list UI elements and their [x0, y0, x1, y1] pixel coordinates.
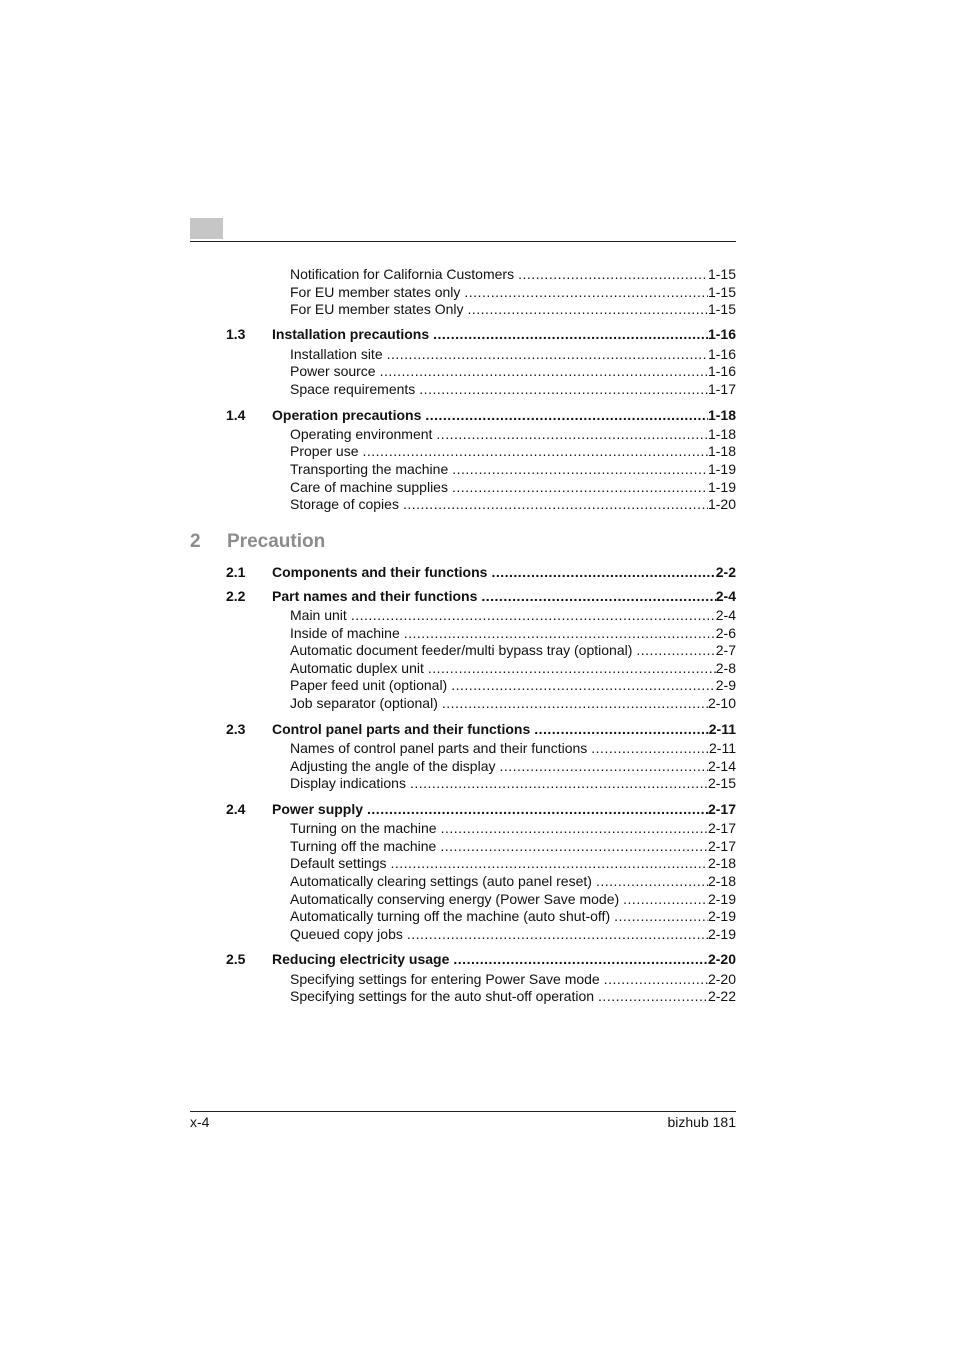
toc-entry-page: 1-19: [707, 479, 736, 495]
toc-entry-title: Default settings: [290, 855, 387, 871]
toc-entry-page: 2-20: [707, 951, 736, 967]
toc-subsection-entry[interactable]: [226, 284, 736, 302]
toc-subsection-entry[interactable]: [226, 838, 736, 856]
toc-subsection-entry[interactable]: [226, 908, 736, 926]
toc-subsection-entry[interactable]: [226, 988, 736, 1006]
toc-entry-page: 2-7: [715, 642, 736, 658]
toc-entry-number: 2.3: [226, 721, 246, 737]
toc-dot-leader: [460, 284, 708, 300]
toc-entry-page: 2-18: [707, 873, 736, 889]
toc-entry-page: 2-19: [707, 908, 736, 924]
toc-subsection-entry[interactable]: [226, 479, 736, 497]
toc-dot-leader: [594, 988, 708, 1004]
toc-dot-leader: [447, 677, 716, 693]
toc-entry-page: 2-19: [707, 926, 736, 942]
toc-entry-title: Transporting the machine: [290, 461, 449, 477]
toc-entry-title: For EU member states Only: [290, 301, 464, 317]
toc-entry-title: Automatically turning off the machine (auto shut-off): [290, 908, 611, 924]
toc-entry-title: Paper feed unit (optional): [290, 677, 448, 693]
toc-dot-leader: [464, 301, 708, 317]
toc-entry-title: For EU member states only: [290, 284, 461, 300]
toc-subsection-entry[interactable]: [226, 461, 736, 479]
header-rule: [190, 241, 736, 242]
toc-subsection-entry[interactable]: [226, 496, 736, 514]
toc-dot-leader: [587, 740, 709, 756]
toc-dot-leader: [399, 496, 708, 512]
toc-entry-page: 2-19: [707, 891, 736, 907]
chapter-title: Precaution: [227, 531, 326, 552]
toc-entry-page: 2-9: [715, 677, 736, 693]
toc-subsection-entry[interactable]: [226, 677, 736, 695]
toc-section-entry[interactable]: [226, 407, 736, 425]
toc-entry-title: Installation precautions: [272, 326, 430, 342]
product-name: bizhub 181: [667, 1114, 736, 1130]
toc-dot-leader: [477, 588, 715, 604]
toc-subsection-entry[interactable]: [226, 443, 736, 461]
toc-entry-page: 2-20: [707, 971, 736, 987]
toc-subsection-entry[interactable]: [226, 426, 736, 444]
toc-entry-number: 2.2: [226, 588, 246, 604]
toc-dot-leader: [363, 801, 708, 817]
toc-subsection-entry[interactable]: [226, 820, 736, 838]
toc-dot-leader: [610, 908, 708, 924]
footer-rule: [190, 1111, 736, 1112]
toc-entry-page: 1-16: [707, 326, 736, 342]
toc-section-entry[interactable]: [226, 588, 736, 606]
toc-entry-page: 1-15: [707, 301, 736, 317]
toc-entry-title: Automatically conserving energy (Power Save mode): [290, 891, 620, 907]
toc-entry-page: 2-2: [715, 564, 736, 580]
toc-entry-title: Part names and their functions: [272, 588, 478, 604]
toc-dot-leader: [495, 758, 707, 774]
toc-subsection-entry[interactable]: [226, 926, 736, 944]
toc-entry-page: 2-8: [715, 660, 736, 676]
page-number: x-4: [190, 1114, 210, 1130]
toc-dot-leader: [406, 775, 708, 791]
toc-dot-leader: [358, 443, 707, 459]
toc-subsection-entry[interactable]: [226, 625, 736, 643]
toc-entry-page: 2-6: [715, 625, 736, 641]
toc-entry-page: 1-15: [707, 284, 736, 300]
toc-dot-leader: [530, 721, 709, 737]
toc-dot-leader: [619, 891, 708, 907]
toc-section-entry[interactable]: [226, 801, 736, 819]
toc-entry-page: 1-18: [707, 407, 736, 423]
toc-dot-leader: [449, 951, 708, 967]
toc-entry-page: 2-22: [707, 988, 736, 1004]
toc-dot-leader: [487, 564, 715, 580]
toc-dot-leader: [448, 479, 708, 495]
toc-entry-page: 2-10: [707, 695, 736, 711]
toc-subsection-entry[interactable]: [226, 855, 736, 873]
toc-entry-page: 1-17: [707, 381, 736, 397]
toc-entry-number: 2.1: [226, 564, 246, 580]
toc-entry-title: Storage of copies: [290, 496, 399, 512]
toc-entry-title: Power source: [290, 363, 376, 379]
toc-entry-title: Operating environment: [290, 426, 433, 442]
toc-subsection-entry[interactable]: [226, 740, 736, 758]
toc-entry-title: Inside of machine: [290, 625, 400, 641]
toc-entry-title: Notification for California Customers: [290, 266, 515, 282]
toc-dot-leader: [400, 625, 716, 641]
toc-dot-leader: [376, 363, 708, 379]
toc-entry-title: Power supply: [272, 801, 364, 817]
toc-entry-number: 2.4: [226, 801, 246, 817]
toc-subsection-entry[interactable]: [226, 775, 736, 793]
toc-entry-title: Names of control panel parts and their functions: [290, 740, 588, 756]
toc-dot-leader: [421, 407, 708, 423]
toc-subsection-entry[interactable]: [226, 873, 736, 891]
toc-subsection-entry[interactable]: [226, 363, 736, 381]
toc-subsection-entry[interactable]: [226, 301, 736, 319]
toc-entry-page: 2-18: [707, 855, 736, 871]
toc-dot-leader: [403, 926, 708, 942]
toc-entry-title: Installation site: [290, 346, 383, 362]
toc-dot-leader: [514, 266, 708, 282]
toc-entry-page: 2-11: [708, 721, 736, 737]
toc-entry-title: Proper use: [290, 443, 359, 459]
toc-dot-leader: [438, 695, 708, 711]
toc-entry-title: Queued copy jobs: [290, 926, 403, 942]
toc-entry-title: Display indications: [290, 775, 406, 791]
toc-entry-page: 1-19: [707, 461, 736, 477]
toc-subsection-entry[interactable]: [226, 758, 736, 776]
toc-section-entry[interactable]: [226, 564, 736, 582]
toc-dot-leader: [592, 873, 708, 889]
toc-entry-page: 2-15: [707, 775, 736, 791]
chapter-heading[interactable]: [190, 531, 325, 553]
toc-entry-page: 1-18: [707, 426, 736, 442]
toc-entry-title: Automatically clearing settings (auto panel reset): [290, 873, 592, 889]
toc-entry-number: 1.4: [226, 407, 246, 423]
toc-section-entry[interactable]: [226, 326, 736, 344]
toc-entry-title: Care of machine supplies: [290, 479, 448, 495]
toc-entry-page: 2-17: [707, 801, 736, 817]
toc-entry-title: Control panel parts and their functions: [272, 721, 531, 737]
toc-dot-leader: [383, 346, 708, 362]
toc-dot-leader: [424, 660, 716, 676]
toc-entry-page: 2-4: [715, 588, 736, 604]
toc-dot-leader: [437, 820, 708, 836]
toc-entry-page: 2-14: [707, 758, 736, 774]
toc-dot-leader: [347, 607, 716, 623]
toc-subsection-entry[interactable]: [226, 642, 736, 660]
toc-subsection-entry[interactable]: [226, 660, 736, 678]
toc-subsection-entry[interactable]: [226, 266, 736, 284]
toc-dot-leader: [632, 642, 715, 658]
toc-section-entry[interactable]: [226, 951, 736, 969]
toc-entry-page: 1-15: [707, 266, 736, 282]
toc-entry-page: 1-16: [707, 363, 736, 379]
toc-dot-leader: [600, 971, 708, 987]
toc-entry-title: Job separator (optional): [290, 695, 438, 711]
toc-entry-title: Turning on the machine: [290, 820, 437, 836]
toc-entry-title: Automatic duplex unit: [290, 660, 424, 676]
toc-dot-leader: [432, 426, 708, 442]
toc-subsection-entry[interactable]: [226, 971, 736, 989]
toc-entry-title: Turning off the machine: [290, 838, 437, 854]
toc-entry-page: 2-17: [707, 820, 736, 836]
toc-entry-title: Adjusting the angle of the display: [290, 758, 496, 774]
toc-dot-leader: [429, 326, 708, 342]
toc-subsection-entry[interactable]: [226, 891, 736, 909]
toc-section-entry[interactable]: [226, 721, 736, 739]
toc-entry-page: 2-4: [715, 607, 736, 623]
chapter-number: 2: [190, 531, 201, 552]
toc-subsection-entry[interactable]: [226, 381, 736, 399]
toc-subsection-entry[interactable]: [226, 346, 736, 364]
toc-dot-leader: [448, 461, 708, 477]
toc-subsection-entry[interactable]: [226, 695, 736, 713]
toc-entry-title: Reducing electricity usage: [272, 951, 450, 967]
toc-entry-title: Space requirements: [290, 381, 416, 397]
toc-entry-title: Operation precautions: [272, 407, 422, 423]
toc-entry-number: 1.3: [226, 326, 246, 342]
toc-entry-page: 2-11: [709, 740, 736, 756]
toc-entry-page: 1-20: [707, 496, 736, 512]
chapter-tab-marker: [190, 218, 223, 239]
toc-entry-page: 1-18: [707, 443, 736, 459]
toc-entry-page: 2-17: [707, 838, 736, 854]
toc-dot-leader: [436, 838, 708, 854]
toc-entry-title: Automatic document feeder/multi bypass tray (optional): [290, 642, 633, 658]
toc-entry-title: Specifying settings for entering Power Save mode: [290, 971, 600, 987]
toc-dot-leader: [387, 855, 708, 871]
toc-entry-title: Specifying settings for the auto shut-off operation: [290, 988, 595, 1004]
toc-entry-page: 1-16: [707, 346, 736, 362]
toc-entry-title: Main unit: [290, 607, 347, 623]
toc-entry-number: 2.5: [226, 951, 246, 967]
toc-entry-title: Components and their functions: [272, 564, 488, 580]
toc-subsection-entry[interactable]: [226, 607, 736, 625]
toc-dot-leader: [415, 381, 708, 397]
